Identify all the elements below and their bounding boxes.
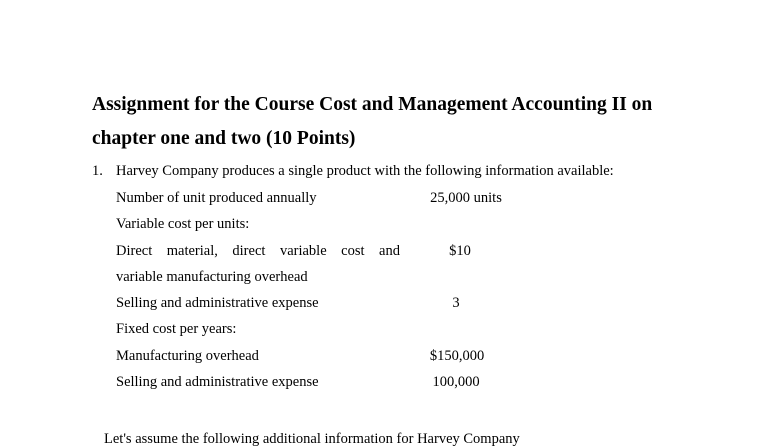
cost-word: cost (341, 243, 365, 259)
additional-info-text: Let's assume the following additional information for Harvey Company (104, 431, 520, 447)
selling-admin-fixed-label: Selling and administrative expense (116, 374, 319, 390)
manufacturing-overhead-value: $150,000 (429, 348, 485, 364)
fixed-cost-header: Fixed cost per years: (116, 321, 237, 337)
direct-material-line-2: variable manufacturing overhead (116, 269, 308, 285)
units-produced-label: Number of unit produced annually (116, 190, 317, 206)
units-produced-value: 25,000 units (430, 190, 502, 206)
question-number: 1. (92, 163, 103, 179)
direct-word: Direct (116, 243, 153, 259)
selling-admin-variable-label: Selling and administrative expense (116, 295, 319, 311)
assignment-title-line-2: chapter one and two (10 Points) (92, 128, 356, 149)
and-word: and (379, 243, 400, 259)
variable-word: variable (279, 243, 327, 259)
variable-cost-header: Variable cost per units: (116, 216, 250, 232)
manufacturing-overhead-label: Manufacturing overhead (116, 348, 259, 364)
selling-admin-variable-value: 3 (452, 295, 460, 311)
direct-material-value: $10 (449, 243, 471, 259)
selling-admin-fixed-value: 100,000 (432, 374, 480, 390)
material-word: material, (166, 243, 218, 259)
question-text: Harvey Company produces a single product with the following information available: (116, 163, 614, 179)
direct-word-2: direct (232, 243, 266, 259)
direct-material-line (116, 243, 400, 260)
assignment-title-line-1: Assignment for the Course Cost and Management Accounting II on (92, 94, 653, 115)
